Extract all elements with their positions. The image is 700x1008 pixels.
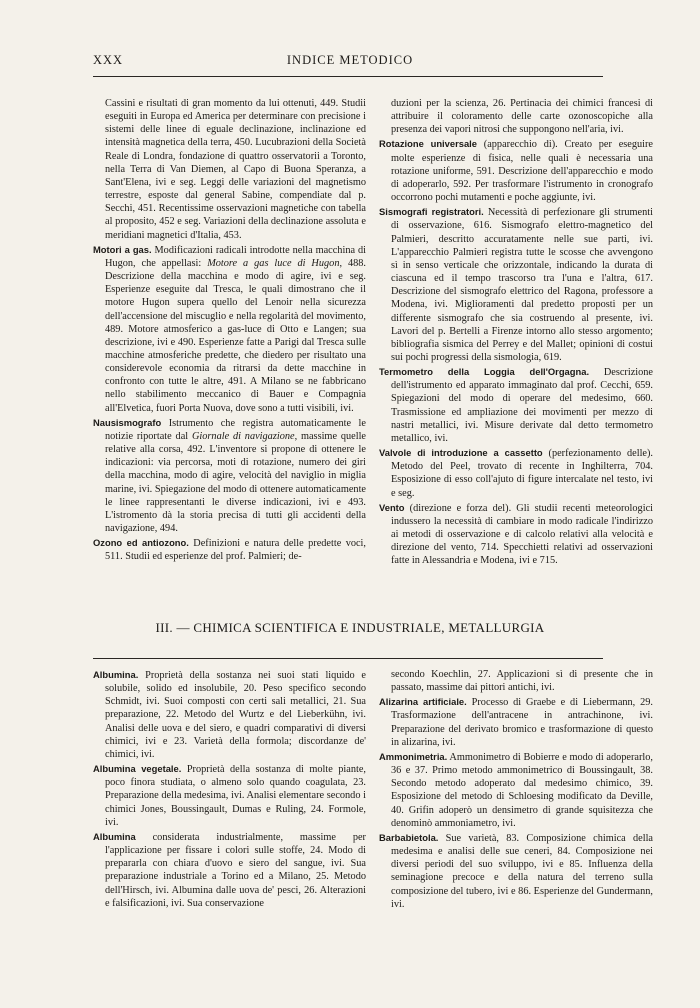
index-entry-nausismografo: Nausismografo Istrumento che registra automaticamente le notizie riportate dal Giornale di navigazione, massime quelle relative alla corsa, 492. L'inventore si propone di ottenere le indicazioni: via percorsa, moti di rotazione, numero dei giri della macchina, modo di agire, velocità del naviglio in miglia marine, ivi. Spiegazione del modo di ottenere automaticamente le linee rappresentanti le diverse indicazioni, ivi e 493. L'istromento dà la storia precisa di tutti gli accidenti della navigazione, 494. [93,416,366,534]
index-entry-motori-a-gas: Motori a gas. Modificazioni radicali introdotte nella macchina di Hugon, che appellasi: Motore a gas luce di Hugon, 488. Descrizione della macchina e modo di agire, ivi e seg. Esperienze eseguite dal Tresca, le quali dimostrano che il motore Hugon supera quello del Lenoir nella sicurezza dell'accensione del miscuglio e nella regolarità del movimento, 489. Motore atmosferico a gas-luce di Otto e Langen; sua descrizione, ivi e 490. Esperienze fatte a Parigi dal Tresca sulle macchine atmosferiche predette, che diedero per risultato una considerevole economia da ritrarsi da dette macchine in confronto con tutte le altre, 491. A Milano se ne fabbricano nello stabilimento meccanico di Bauer e Compagnia all'Elvetica, fuori Porta Nuova, dove sono a tutti visibili, ivi. [93,243,367,414]
lower-left-column [93,668,366,911]
index-entry-alizarina: Alizarina artificiale. Processo di Graebe e di Liebermann, 29. Trasformazione dell'antracene in antrachinone, ivi. Preparazione del derivato bromico e trasformazione di questo in alizarina, ivi. [379,696,654,748]
index-entry-albumina-vegetale: Albumina vegetale. Proprietà della sostanza di molte piante, poco finora studiata, o almeno solo quando coagulata, 23. Preparazione della medesima, ivi. Analisi elementare secondo i chimici Jones, Boussingault, Dumas e Ruling, 24. Formole, ivi. [93,763,366,828]
entry-heading: Motori a gas. [93,243,152,255]
upper-right-column [379,97,653,568]
header-rule [93,76,603,77]
index-entry-continued: duzioni per la scienza, 26. Pertinacia dei chimici francesi di attribuire il coloramento delle carte ozonoscopiche alla presenza dei vapori nitrosi che suppongono nell'aria, ivi. [391,98,653,136]
index-entry-rotazione: Rotazione universale (apparecchio di). Creato per eseguire molte esperienze di fisica, nelle quali è necessaria una rotazione uniforme, 591. Descrizione dell'apparecchio e modo di adoperarlo, 592. Per trasformare l'istrumento in cronografo occorrono pochi mutamenti e poche aggiunte, ivi. [379,138,654,204]
section-rule [93,658,603,659]
section-heading: III. — CHIMICA SCIENTIFICA E INDUSTRIALE, METALLURGIA [155,620,545,635]
entry-heading: Albumina. [93,669,139,680]
entry-heading: Ozono ed antiozono. [93,537,189,549]
index-entry-sismografi: Sismografi registratori. Necessità di perfezionare gli strumenti di osservazione, 616. Sismografo elettro-magnetico del Palmieri, descritto accuratamente nelle sue parti, ivi. L'apparecchio Palmieri registra tutte le scosse che avvengono sì in senso verticale che orizzontale, indicando la durata di ciascuna ed il tempo trascorso tra l'una e l'altra, 617. Descrizione del sismografo elettrico del Ragona, professore a Modena, ivi. Miglioramenti dal predetto proposti per un differente sismografo che sia costruendo al presente, ivi. Lavori del p. Bertelli a Firenze intorno allo stesso argomento; bibliografia sismica del Perrey e del Mallet; opinioni di costui sui pochi progressi della sismologia, 619. [379,206,653,363]
index-entry-continued: secondo Koechlin, 27. Applicazioni sì di presente che in passato, massime dai pittori antichi, ivi. [391,669,653,694]
entry-heading: Nausismografo [93,416,162,428]
index-entry-ozono: Ozono ed antiozono. Definizioni e natura delle predette voci, 511. Studii ed esperienze del prof. Palmieri; de- [93,537,366,563]
entry-heading: Vento [379,501,405,513]
entry-heading: Alizarina artificiale. [379,696,467,708]
index-entry-ammonimetria: Ammonimetria. Ammonimetro di Bobierre e modo di adoperarlo, 36 e 37. Primo metodo ammonimetrico di Boussingault, 38. Secondo metodo adoperato dal medesimo chimico, 39. Esposizione del metodo di Schloesing modificato da Deville, 40. Grifin adoperò un densimetro di grande squisitezza che denominò ammoniametro, ivi. [379,750,653,829]
page-number: XXX [93,53,124,67]
index-entry-albumina-industriale: Albumina considerata industrialmente, massime per l'applicazione per fissare i colori sulle stoffe, 24. Modo di prepararla con chiara d'uovo e siero del sangue, ivi. Sua preparazione industriale a Torino ed a Milano, 25. Metodo dell'Hirsch, ivi. Albumina dalle uova de' pesci, 26. Alterazioni e falsificazioni, ivi. Sua conservazione [93,830,366,909]
index-entry-valvole: Valvole di introduzione a cassetto (perfezionamento delle). Metodo del Peel, trovato di recente in Inghilterra, 704. Esposizione di esso coll'ajuto di figure intercalate nel testo, ivi e seg. [379,447,653,499]
index-entry-termometro: Termometro della Loggia dell'Orgagna. Descrizione dell'istrumento ed apparato immaginato dal prof. Cecchi, 659. Spiegazioni del modo di operare del medesimo, 660. Trasmissione ed ampliazione dei movimenti per mezzo di nastri metallici, ivi. Misure derivate dal detto termometro metallico, ivi. [379,366,653,444]
index-entry-albumina: Albumina. Proprietà della sostanza nei suoi stati liquido e solubile, solido ed insolubile, 20. Peso specifico secondo Schmidt, ivi. Suoi composti con certi sali metallici, 21. Sua preparazione, 22. Metodo del Wurtz e del Lieberkühn, ivi. Analisi delle uova e del siero, e quadri comparativi di diversi chimici, ivi e 23. Varietà della formola; discordanze de' chimici, ivi. [93,669,366,760]
entry-heading: Termometro della Loggia dell'Orgagna. [379,366,590,378]
entry-heading: Sismografi registratori. [379,206,484,218]
upper-left-column [93,97,366,564]
index-entry-barbabietola: Barbabietola. Sue varietà, 83. Composizione chimica della medesima e analisi delle sue ceneri, 84. Composizione nei diversi periodi del suo sviluppo, ivi e 85. Influenza della seminagione precoce e della natura del terreno sulla composizione del tubero, ivi e 86. Esperienze del Gundermann, ivi. [379,831,653,910]
entry-heading: Rotazione universale [379,138,477,150]
index-entry-vento: Vento (direzione e forza del). Gli studii recenti meteorologici indussero la necessità di cambiare in modo radicale l'indirizzo ai metodi di osservazione e di calcolo relativi alla velocità e direzione del vento, 714. Specchietti relativi ad osservazioni fatte in Alessandria e Modena, ivi e 715. [379,501,653,567]
lower-right-column [379,668,653,912]
entry-heading: Barbabietola. [379,831,439,843]
index-entry-continued: Cassini e risultati di gran momento da lui ottenuti, 449. Studii eseguiti in Europa ed America per determinare con precisione i sistemi delle linee di eguale declinazione, inclinazione ed intensità magnetica della terra, 450. Lucubrazioni della Società Reale di Londra, fondazione di quattro osservatorii a Toronto, nella Terra di Van Diemen, al Capo di Buona Speranza, a Sant'Elena, ivi e seg. Leggi delle variazioni del magnetismo terrestre, esposte dal general Sabine, compendiate dal p. Secchi, 451. Recentissime osservazioni magnetiche con tabella al proposito, 452 e seg. Variazioni della declinazione assoluta e meridiani magnetici d'Italia, 453. [105,98,366,241]
entry-heading: Ammonimetria. [379,750,448,762]
running-title: INDICE METODICO [286,53,414,67]
entry-heading: Valvole di introduzione a cassetto [379,447,543,459]
entry-heading: Albumina [93,830,136,842]
entry-heading: Albumina vegetale. [93,763,182,775]
